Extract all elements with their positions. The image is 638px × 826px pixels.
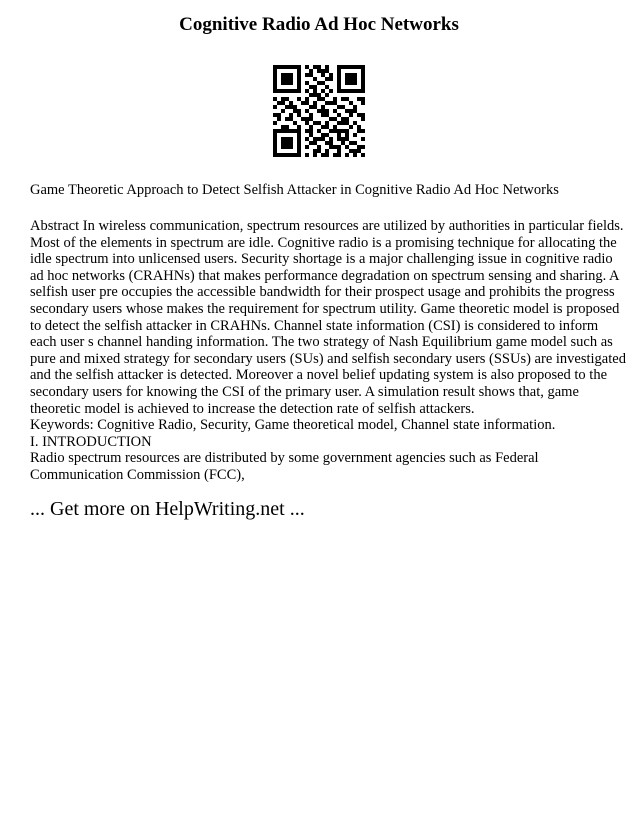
abstract-text <box>30 218 626 484</box>
qr-code <box>273 65 365 157</box>
keywords-line: Keywords: Cognitive Radio, Security, Game theoretical model, Channel state information. <box>30 417 556 434</box>
body-line: and the selfish attacker is detected. Moreover a novel belief updating system is also proposed to the <box>30 367 608 384</box>
qr-code-graphic <box>273 65 365 157</box>
body-line: secondary users for knowing the CSI of the primary user. A simulation result shows that, game <box>30 383 579 400</box>
body-line: each user s channel handing information. The two strategy of Nash Equilibrium game model such as <box>30 334 613 351</box>
body-line: idle spectrum into unlicensed users. Security shortage is a major challenging issue in cognitive radio <box>30 251 613 268</box>
body-line: Most of the elements in spectrum are idle. Cognitive radio is a promising technique for allocating the <box>30 234 617 251</box>
body-line: to detect the selfish attacker in CRAHNs. Channel state information (CSI) is considered to inform <box>30 317 599 334</box>
body-line: Communication Commission (FCC), <box>30 466 245 483</box>
get-more-link[interactable]: ... Get more on HelpWriting.net ... <box>30 498 305 520</box>
document-title: Cognitive Radio Ad Hoc Networks <box>179 14 459 35</box>
body-line: secondary users whose makes the requirement for spectrum utility. Game theoretic model is proposed <box>30 300 620 317</box>
body-line: ad hoc networks (CRAHNs) that makes performance degradation on spectrum sensing and sharing. A <box>30 267 620 284</box>
body-line: theoretic model is achieved to increase the detection rate of selfish attackers. <box>30 400 475 417</box>
body-line: Radio spectrum resources are distributed by some government agencies such as Federal <box>30 450 539 467</box>
body-line: pure and mixed strategy for secondary users (SUs) and selfish secondary users (SSUs) are investigated <box>30 350 626 367</box>
body-line: selfish user pre occupies the accessible bandwidth for their prospect usage and prohibits the progress <box>30 284 615 301</box>
document-subtitle: Game Theoretic Approach to Detect Selfish Attacker in Cognitive Radio Ad Hoc Networks <box>30 182 559 198</box>
section-heading: I. INTRODUCTION <box>30 433 152 450</box>
body-line: Abstract In wireless communication, spectrum resources are utilized by authorities in particular fields. <box>30 218 624 234</box>
